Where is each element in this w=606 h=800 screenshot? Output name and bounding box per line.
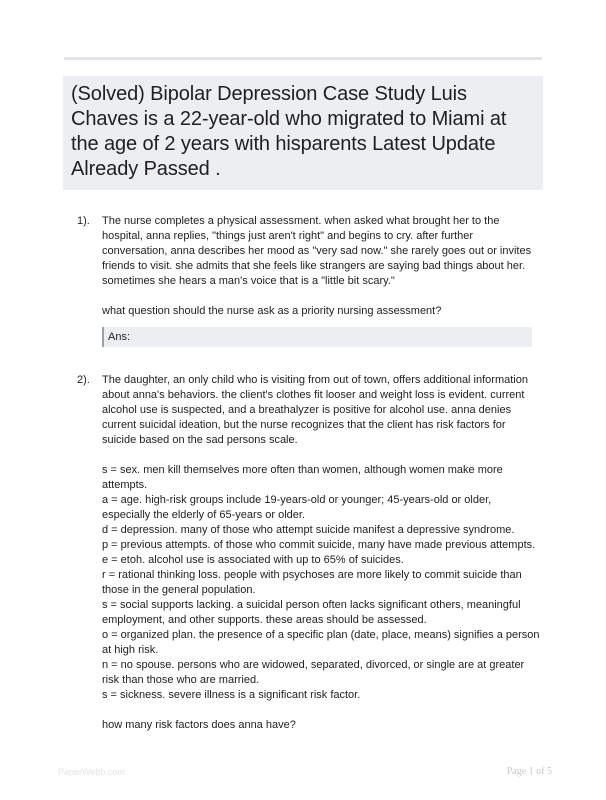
- title-banner: [63, 76, 543, 190]
- risk-factor-item: n = no spouse. persons who are widowed, separated, divorced, or single are at greater risk than those who are married.: [102, 659, 525, 686]
- question-body: [102, 373, 540, 733]
- risk-factor-item: d = depression. many of those who attempt suicide manifest a depressive syndrome.: [102, 524, 515, 536]
- question-prompt: how many risk factors does anna have?: [102, 719, 296, 731]
- question-prompt: what question should the nurse ask as a priority nursing assessment?: [102, 305, 442, 317]
- page-indicator: Page 1 of 5: [506, 766, 552, 777]
- top-divider: [64, 57, 542, 60]
- risk-factor-item: o = organized plan. the presence of a specific plan (date, place, means) signifies a person at high risk.: [102, 629, 540, 656]
- question-number: 1).: [77, 215, 90, 227]
- footer-watermark: PaperWebb.com: [58, 767, 125, 777]
- document-title: (Solved) Bipolar Depression Case Study Luis Chaves is a 22-year-old who migrated to Miami at the age of 2 years with hisparents Latest Update Already Passed .: [71, 83, 507, 180]
- question-body: [102, 214, 540, 347]
- risk-factor-item: s = sickness. severe illness is a significant risk factor.: [102, 689, 361, 701]
- question-text: The daughter, an only child who is visiting from out of town, offers additional information about anna's behaviors. the client's clothes fit looser and weight loss is evident. current alcohol use is suspected, and a breathalyzer is positive for alcohol use. anna denies current suicidal ideation, but the nurse recognizes that the client has risk factors for suicide based on the sad persons scale.: [102, 374, 528, 446]
- risk-factor-item: p = previous attempts. of those who commit suicide, many have made previous attempts.: [102, 539, 536, 551]
- risk-factor-item: r = rational thinking loss. people with psychoses are more likely to commit suicide than those in the general population.: [102, 569, 522, 596]
- risk-factor-item: a = age. high-risk groups include 19-years-old or younger; 45-years-old or older, especially the elderly of 65-years or older.: [102, 494, 492, 521]
- risk-factor-item: s = sex. men kill themselves more often than women, although women make more attempts.: [102, 464, 503, 491]
- question-text: The nurse completes a physical assessment. when asked what brought her to the hospital, anna replies, "things just aren't right" and begins to cry. after further conversation, anna describes her mood as "very sad now." she rarely goes out or invites friends to visit. she admits that she feels like strangers are saying bad things about her. sometimes she hears a man's voice that is a "little bit scary.": [102, 215, 532, 287]
- risk-factor-item: s = social supports lacking. a suicidal person often lacks significant others, meaningful employment, and other supports. these areas should be assessed.: [102, 599, 521, 626]
- answer-label: Ans:: [108, 331, 131, 343]
- answer-box: [102, 327, 532, 347]
- risk-factor-item: e = etoh. alcohol use is associated with up to 65% of suicides.: [102, 554, 404, 566]
- question-number: 2).: [77, 374, 90, 386]
